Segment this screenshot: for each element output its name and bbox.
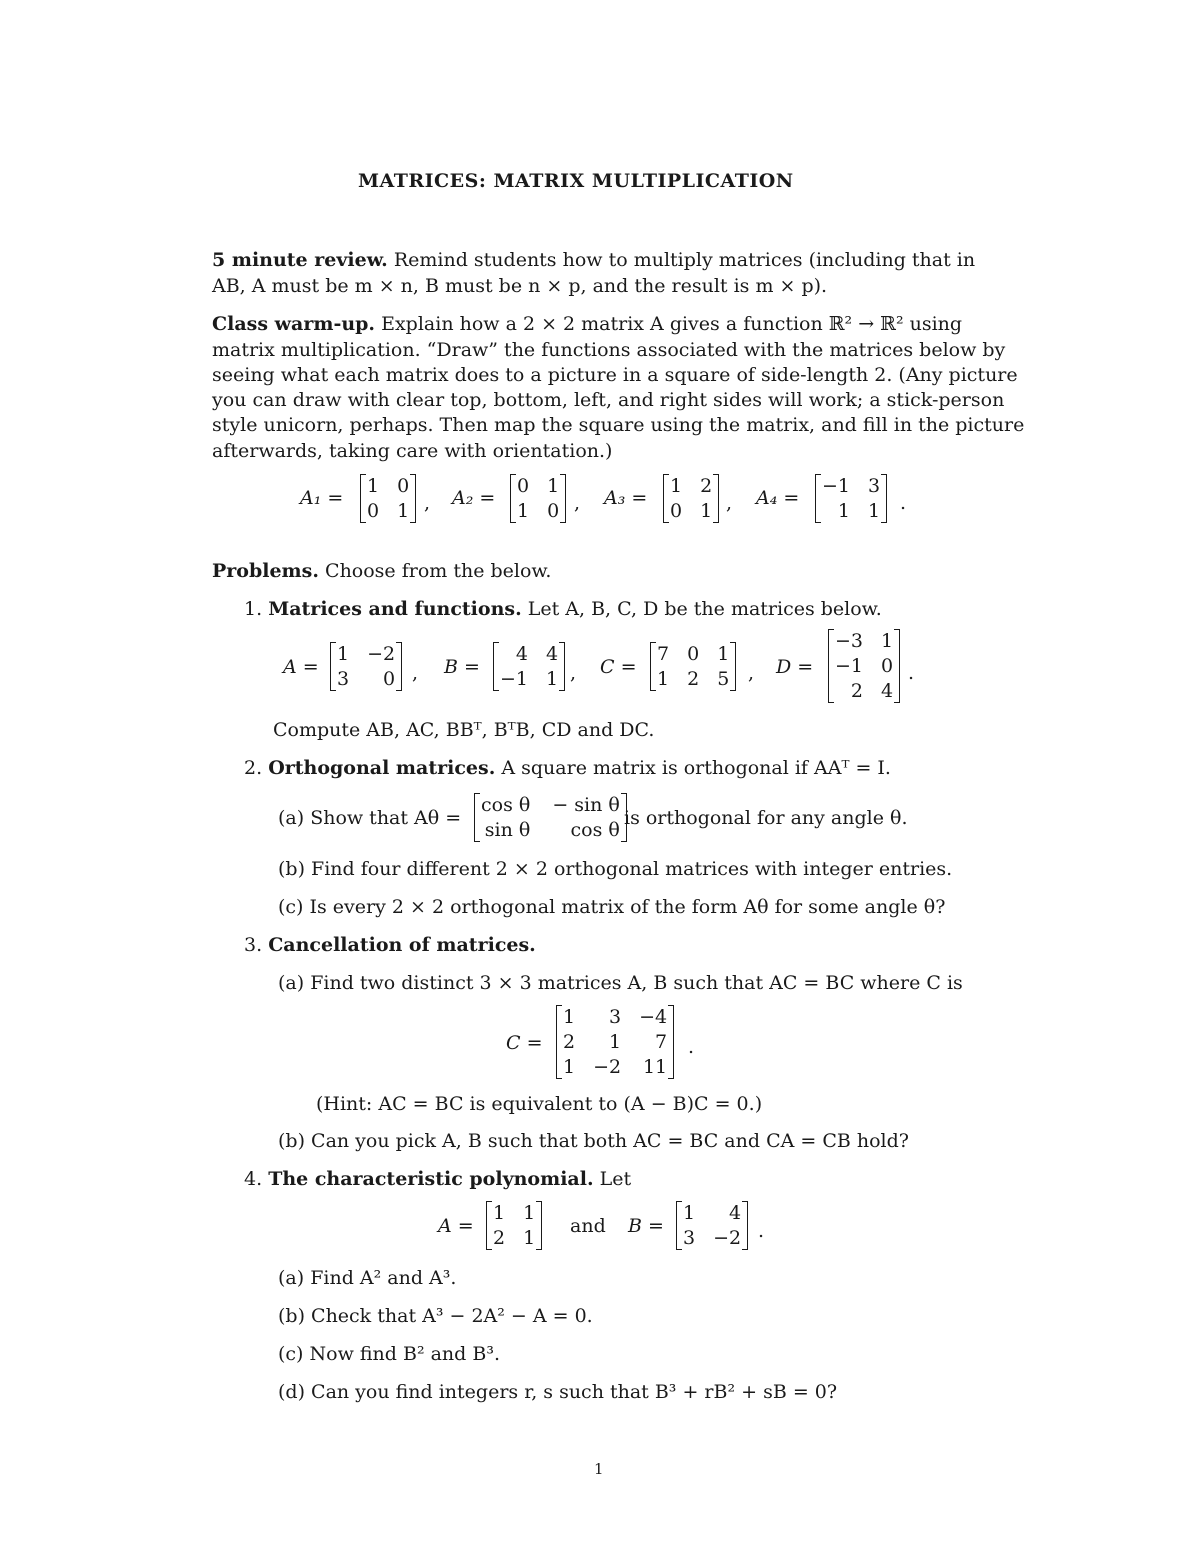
matrix-cell: −1 — [835, 655, 864, 677]
matrix-cell: 1 — [563, 1056, 576, 1078]
matrix-A — [330, 642, 402, 691]
matrix-cell: 1 — [337, 643, 350, 665]
warmup-line-5: style unicorn, perhaps. Then map the square using the matrix, and fill in the picture — [212, 414, 1025, 436]
problem-4-line — [244, 1168, 631, 1190]
matrix-cell: 5 — [717, 668, 730, 690]
matrix-separator: , — [570, 662, 577, 684]
problem-3b: (b) Can you pick A, B such that both AC = BC and CA = CB hold? — [278, 1130, 909, 1152]
problem-4-number: 4. — [244, 1168, 263, 1190]
matrix-cell: 1 — [397, 500, 410, 522]
matrix-cell: − sin θ — [552, 794, 620, 816]
matrix-cell: 2 — [493, 1227, 506, 1249]
matrix-cell: 3 — [609, 1006, 622, 1028]
problem-3-hint: (Hint: AC = BC is equivalent to (A − B)C = 0.) — [316, 1093, 763, 1115]
warmup-heading: Class warm-up. — [212, 313, 376, 335]
problem-2-line — [244, 757, 891, 779]
matrix-cell: 2 — [563, 1031, 576, 1053]
page-title: MATRICES: MATRIX MULTIPLICATION — [358, 170, 794, 192]
problem-2-number: 2. — [244, 757, 263, 779]
matrix-a1 — [360, 474, 416, 523]
problems-intro: Choose from the below. — [325, 560, 552, 582]
matrix-separator: . — [908, 662, 915, 684]
matrix-cell: 1 — [881, 630, 894, 652]
matrix-cell: 1 — [523, 1202, 536, 1224]
matrix-separator: . — [688, 1036, 695, 1058]
matrix-cell: −4 — [639, 1006, 668, 1028]
matrix-cell: −3 — [835, 630, 864, 652]
matrix-cell: −1 — [500, 668, 529, 690]
problem-3-line — [244, 934, 536, 956]
matrix-cell: 0 — [517, 475, 530, 497]
matrix-B4 — [676, 1201, 748, 1250]
matrix-C3-label: C = — [506, 1032, 543, 1054]
matrix-a4 — [815, 474, 887, 523]
matrix-a3 — [663, 474, 719, 523]
problem-3-number: 3. — [244, 934, 263, 956]
matrix-separator: , — [726, 492, 733, 514]
matrix-cell: −2 — [713, 1227, 742, 1249]
problem-1-heading: Matrices and functions. — [268, 598, 522, 620]
problem-4-and: and — [570, 1215, 606, 1237]
problem-1-number: 1. — [244, 598, 263, 620]
problem-4a: (a) Find A² and A³. — [278, 1267, 457, 1289]
problem-1-compute: Compute AB, AC, BBᵀ, BᵀB, CD and DC. — [273, 719, 655, 741]
review-line-1 — [212, 249, 975, 271]
matrix-cell: 1 — [657, 668, 670, 690]
matrix-cell: 3 — [868, 475, 881, 497]
matrix-cell: sin θ — [484, 819, 531, 841]
problem-4-heading: The characteristic polynomial. — [268, 1168, 594, 1190]
matrix-cell: cos θ — [481, 794, 531, 816]
matrix-cell: 2 — [687, 668, 700, 690]
page-number: 1 — [594, 1460, 604, 1478]
warmup-line-4: you can draw with clear top, bottom, left, and right sides will work; a stick-person — [212, 389, 1005, 411]
problems-heading: Problems. — [212, 560, 319, 582]
matrix-cell: 0 — [687, 643, 700, 665]
matrix-a2-label: A₂ = — [452, 487, 496, 509]
matrix-cell: −1 — [822, 475, 851, 497]
matrix-separator: , — [574, 492, 581, 514]
matrix-B — [493, 642, 565, 691]
warmup-line-1 — [212, 313, 962, 335]
review-heading: 5 minute review. — [212, 249, 388, 271]
matrix-cell: 1 — [837, 500, 851, 522]
matrix-cell: 4 — [546, 643, 559, 665]
problem-2-heading: Orthogonal matrices. — [268, 757, 496, 779]
matrix-cell: −2 — [593, 1056, 622, 1078]
warmup-line-6: afterwards, taking care with orientation.) — [212, 440, 613, 462]
matrix-B4-label: B = — [628, 1215, 664, 1237]
matrix-cell: 0 — [547, 500, 560, 522]
matrix-separator: . — [758, 1220, 765, 1242]
matrix-cell: 4 — [515, 643, 529, 665]
problem-2a-suffix: is orthogonal for any angle θ. — [624, 807, 908, 829]
matrix-cell: 2 — [850, 680, 864, 702]
matrix-D — [828, 629, 900, 703]
matrix-cell: 1 — [670, 475, 683, 497]
warmup-text-1: Explain how a 2 × 2 matrix A gives a function ℝ² → ℝ² using — [381, 313, 963, 335]
matrix-a3-label: A₃ = — [604, 487, 648, 509]
warmup-line-2: matrix multiplication. “Draw” the functions associated with the matrices below by — [212, 339, 1006, 361]
matrix-cell: 3 — [337, 668, 350, 690]
warmup-line-3: seeing what each matrix does to a picture in a square of side-length 2. (Any picture — [212, 364, 1018, 386]
problem-3a: (a) Find two distinct 3 × 3 matrices A, B such that AC = BC where C is — [278, 972, 963, 994]
matrix-B-label: B = — [444, 656, 480, 678]
problem-4c: (c) Now find B² and B³. — [278, 1343, 500, 1365]
matrix-A4 — [486, 1201, 542, 1250]
matrix-C — [650, 642, 736, 691]
matrix-cell: 7 — [657, 643, 670, 665]
matrix-cell: 1 — [547, 475, 560, 497]
review-line-2: AB, A must be m × n, B must be n × p, and the result is m × p). — [212, 275, 828, 297]
matrix-D-label: D = — [776, 656, 814, 678]
matrix-A-label: A = — [283, 656, 319, 678]
review-text-1: Remind students how to multiply matrices (including that in — [393, 249, 976, 271]
matrix-cell: 4 — [729, 1202, 742, 1224]
problem-2-text: A square matrix is orthogonal if AAᵀ = I. — [501, 757, 891, 779]
matrix-C3 — [556, 1005, 674, 1079]
matrix-separator: , — [412, 662, 419, 684]
problem-1-line — [244, 598, 882, 620]
matrix-cell: 1 — [523, 1227, 536, 1249]
matrix-cell: 0 — [881, 655, 894, 677]
matrix-cell: 11 — [642, 1056, 668, 1078]
matrix-a4-label: A₄ = — [756, 487, 800, 509]
matrix-cell: 1 — [700, 500, 713, 522]
matrix-cell: 1 — [683, 1202, 696, 1224]
matrix-cell: 1 — [563, 1006, 576, 1028]
matrix-C-label: C = — [600, 656, 637, 678]
matrix-separator: , — [424, 492, 431, 514]
matrix-cell: 0 — [670, 500, 683, 522]
problem-2c: (c) Is every 2 × 2 orthogonal matrix of the form Aθ for some angle θ? — [278, 896, 946, 918]
matrix-cell: 0 — [367, 500, 380, 522]
matrix-A4-label: A = — [438, 1215, 474, 1237]
matrix-a-theta — [474, 793, 627, 842]
matrix-separator: , — [748, 662, 755, 684]
matrix-cell: cos θ — [570, 819, 620, 841]
matrix-cell: 2 — [700, 475, 713, 497]
matrix-cell: 3 — [683, 1227, 696, 1249]
matrix-cell: 4 — [881, 680, 894, 702]
matrix-cell: 1 — [609, 1031, 622, 1053]
problem-3-heading: Cancellation of matrices. — [268, 934, 536, 956]
matrix-cell: 7 — [655, 1031, 668, 1053]
matrix-cell: 1 — [717, 643, 730, 665]
matrix-cell: 0 — [383, 668, 396, 690]
problem-2a-prefix: (a) Show that Aθ = — [278, 807, 462, 829]
matrix-cell: −2 — [367, 643, 396, 665]
problem-1-text: Let A, B, C, D be the matrices below. — [527, 598, 882, 620]
problem-2b: (b) Find four different 2 × 2 orthogonal matrices with integer entries. — [278, 858, 953, 880]
matrix-separator: . — [900, 492, 907, 514]
matrix-a2 — [510, 474, 566, 523]
matrix-cell: 1 — [493, 1202, 506, 1224]
matrix-cell: 1 — [517, 500, 530, 522]
matrix-cell: 1 — [868, 500, 881, 522]
problem-4-text: Let — [599, 1168, 632, 1190]
problem-4b: (b) Check that A³ − 2A² − A = 0. — [278, 1305, 593, 1327]
problems-line — [212, 560, 551, 582]
matrix-a1-label: A₁ = — [300, 487, 344, 509]
matrix-cell: 1 — [367, 475, 380, 497]
matrix-cell: 0 — [397, 475, 410, 497]
problem-4d: (d) Can you find integers r, s such that B³ + rB² + sB = 0? — [278, 1381, 838, 1403]
matrix-cell: 1 — [546, 668, 559, 690]
